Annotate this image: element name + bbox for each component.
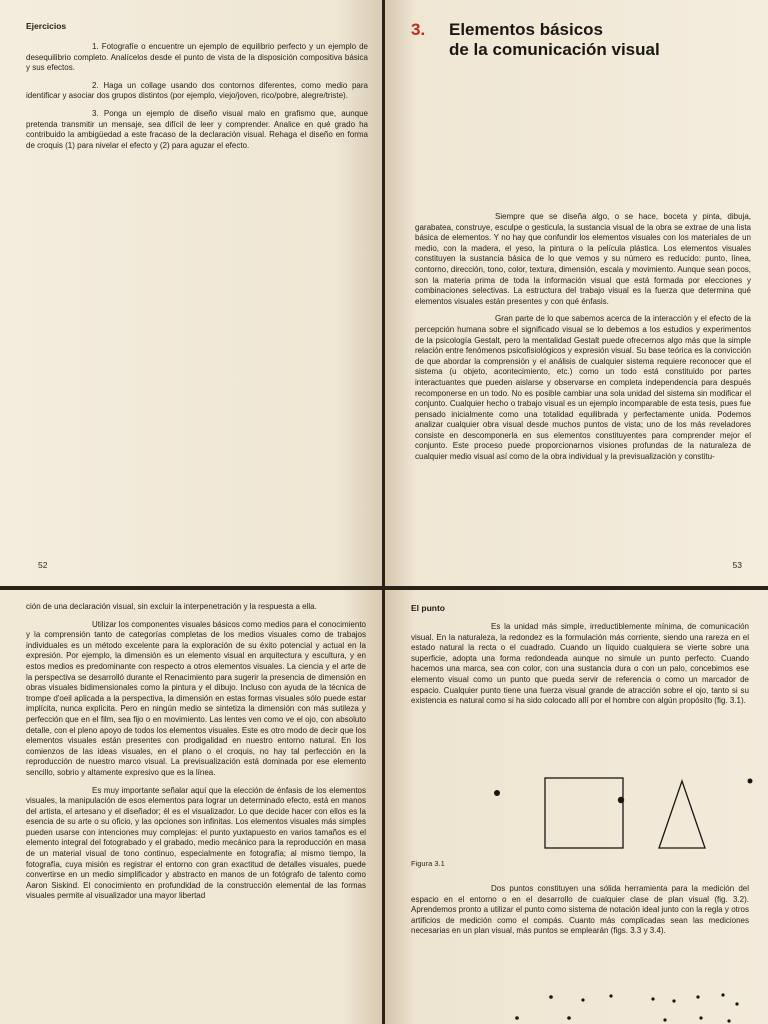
chapter-title-line-1: Elementos básicos: [449, 20, 604, 39]
figure-3-2-dots: [465, 988, 755, 1024]
figure-dot-in-square: [618, 797, 624, 803]
page-number-53: 53: [732, 560, 742, 570]
exercise-3: 3. Ponga un ejemplo de diseño visual malo en grafismo que, aunque pretenda transmitir un mensaje, sea difícil de leer y comprender. Analice en qué grado ha contribuido la ambigüedad a este fracaso de la declaración visual. Rehaga el diseño en forma de croquis (1) para nivelar el efecto y (2) para aguzar el efecto.: [26, 108, 368, 150]
continued-paragraph: ción de una declaración visual, sin excluir la interpenetración y la respuesta a ella.: [26, 602, 317, 611]
point-paragraph-1: Es la unidad más simple, irreductiblemente mínima, de comunicación visual. En la naturaleza, la redondez es la formulación más corriente, siendo una rareza en el estado natural la recta o el cuadrado. Cuando un líquido cualquiera se vierte sobre una superficie, adopta una forma redondeada aunque no simule un punto perfecto. Cuando hacemos una marca, sea con color, con una sustancia dura o con un palo, concebimos ese elemento visual como un punto que pueda servir de referencia o como un marcador de espacio. Cualquier punto tiene una fuerza visual grande de atracción sobre el ojo, tanto si su existencia es natural como si ha sido colocado allí por el hombre con algún propósito (fig. 3.1).: [411, 622, 749, 706]
figure-triangle: [659, 781, 705, 848]
intro-paragraph-1: Siempre que se diseña algo, o se hace, boceta y pinta, dibuja, garabatea, construye, esculpe o gesticula, la sustancia visual de la obra se extrae de una lista básica de elementos. Y no hay que confundir los elementos visuales con los materiales de un medio, con la madera, el yeso, la pintura o la película plástica. Los elementos visuales constituyen la sustancia básica de lo que vemos y su número es reducido: punto, línea, contorno, dirección, tono, color, textura, dimensión, escala y movimiento. Aunque sean pocos, son la materia prima de toda la información visual que está formada por elecciones y combinaciones selectivas. La estructura del trabajo visual es la fuerza que determina qué elementos visuales están presentes y con qué énfasis.: [415, 212, 751, 306]
chapter-number: 3.: [411, 20, 426, 39]
page-number-52: 52: [38, 560, 48, 570]
figure-square: [545, 778, 623, 848]
page-55: [385, 590, 768, 1024]
paragraph-components: Utilizar los componentes visuales básicos como medios para el conocimiento y la comprensión tanto de categorías completas de los medios visuales como de trabajos individuales es un método excelente para la exploración de su éxito potencial y actual en la expresión. Por ejemplo, la dimensión es un elemento visual en arquitectura y escultura, y en estos medios es predominante con respecto a otros elementos visuales. La ciencia y el arte de la perspectiva se desarrolló durante el Renacimiento para sugerir la presencia de dimensión en obras visuales bidimensionales como la pintura y el dibujo. Incluso con ayuda de la técnica de trompe d'oeil aplicada a la perspectiva, la dimensión en estas formas visuales sólo puede estar implícita, nunca explícita. Pero en ningún medio se sintetiza la dimensión con más sutileza y perfección que en el film, sea fijo o en movimiento. Las lentes ven como ve el ojo, con absoluto detalle, con el pleno apoyo de todos los elementos visuales. Este es otro modo de decir que los elementos visuales están presentes con prodigalidad en nuestro entorno natural. En los comienzos de las ideas visuales, en el plano o el croquis, no hay tal perfección en la reproducción de nuestro marco visual. La previsualización está dominada por ese elemento sencillo, sobrio y altamente expresivo que es la línea.: [26, 619, 366, 777]
point-paragraph-2: Dos puntos constituyen una sólida herramienta para la medición del espacio en el entorno o en el desarrollo de cualquier clase de plan visual (fig. 3.2). Aprendemos pronto a utilizar el punto como sistema de notación ideal junto con la regla y otros artificios de medición como el compás. Cuanto más complicadas sean las mediciones necesarias en un plan visual, más puntos se emplearán (figs. 3.3 y 3.4).: [411, 884, 749, 936]
page-52: [0, 0, 382, 586]
chapter-title: [449, 20, 660, 60]
exercises-heading: Ejercicios: [26, 21, 67, 31]
page-54-text: [26, 602, 366, 909]
figure-dot-left: [494, 790, 500, 796]
page-53: [385, 0, 768, 586]
section-heading-el-punto: El punto: [411, 603, 445, 613]
paragraph-emphasis: Es muy importante señalar aquí que la elección de énfasis de los elementos visuales, la manipulación de esos elementos para lograr un determinado efecto, está en manos del artista, el artesano y el diseñador; él es el visualizador. Lo que decide hacer con ellos es la esencia de su arte o su oficio, y las opciones son infinitas. Los elementos visuales más simples pueden usarse con intenciones muy complejas: el punto yuxtapuesto en varios tamaños es el elemento integral del fotograbado y el grabado, medio mecánico para la reproducción en masa de un material visual de tono continuo, especialmente en fotografía; al mismo tiempo, la fotografía, cuya misión es registrar el entorno con gran exactitud de detalles visuales, puede convertirse en un medio simplificador y abstracto en manos de un fotógrafo de talento como Aaron Siskind. El conocimiento en profundidad de la construcción elemental de las formas visuales permite al visualizador una mayor libertad: [26, 785, 366, 901]
exercises-list: [26, 42, 368, 158]
page-54: [0, 590, 382, 1024]
chapter-intro-text: [415, 212, 751, 470]
chapter-title-line-2: de la comunicación visual: [449, 40, 660, 59]
exercise-2: 2. Haga un collage usando dos contornos diferentes, como medio para identificar y asociar dos grupos distintos (por ejemplo, viejo/joven, rico/pobre, alegre/triste).: [26, 80, 368, 101]
figure-3-1: [395, 770, 765, 860]
figure-caption: Figura 3.1: [411, 859, 445, 868]
intro-paragraph-2: Gran parte de lo que sabemos acerca de la interacción y el efecto de la percepción humana sobre el significado visual se lo debemos a los estudios y experimentos de la psicología Gestalt, pero la mentalidad Gestalt puede ofrecernos algo más que la simple relación entre fenómenos psicofisiológicos y expresión visual. Su base teórica es la convicción de que abordar la comprensión y el análisis de cualquier sistema requiere reconocer que el sistema (u objeto, acontecimiento, etc.) como un todo está constituido por partes interactuantes que pueden aislarse y observarse en completa independencia para después recomponerse en un todo. No es posible cambiar una sola unidad del sistema sin modificar el conjunto. Cualquier hecho o trabajo visual es un ejemplo incomparable de esta tesis, pues fue pensado inicialmente como una totalidad equilibrada y perfectamente unida. Podemos analizar cualquier obra visual desde muchos puntos de vista; uno de los más reveladores consiste en descomponerla en sus elementos constituyentes para comprender mejor el conjunto. Este proceso puede proporcionarnos visiones profundas de la naturaleza de cualquier medio visual así como de la obra individual y la previsualización y constitu-: [415, 314, 751, 462]
exercise-1: 1. Fotografíe o encuentre un ejemplo de equilibrio perfecto y un ejemplo de desequilibrio completo. Analícelos desde el punto de vista de la disposición compositiva básica y sus efectos.: [26, 42, 368, 73]
figure-dot-right: [748, 779, 753, 784]
